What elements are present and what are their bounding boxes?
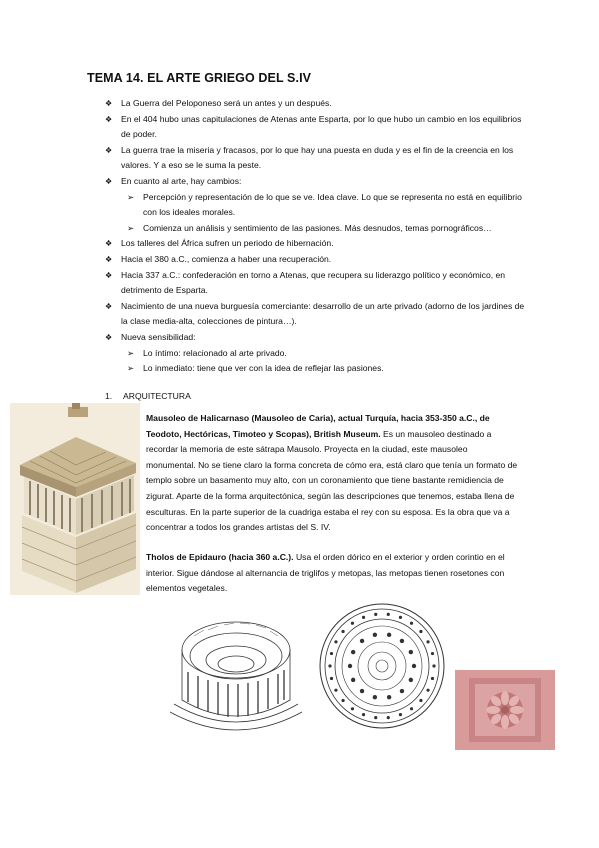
bullet-text: Nacimiento de una nueva burguesía comerciante: desarrollo de un arte privado (adorno de los jardines de la clase media-alta, colecciones de pintura…). [121, 300, 525, 327]
column-dot [410, 622, 413, 625]
column-dot [426, 689, 429, 692]
sub-bullet-text: Lo íntimo: relacionado al arte privado. [143, 347, 287, 358]
diamond-bullet-icon: ❖ [105, 176, 113, 186]
column-dot [373, 633, 377, 637]
column-dot [373, 695, 377, 699]
rosette-relief-photo [455, 670, 555, 750]
bullet-text: Nueva sensibilidad: [121, 331, 196, 342]
column-dot [351, 622, 354, 625]
mausoleo-heading: Mausoleo de Halicarnaso (Mausoleo de Caria), actual Turquía, hacia 353-350 a.C., de Teodoto, Hectóricas, Timoteo y Scopas), British Museum. [146, 413, 490, 439]
column-dot [399, 616, 402, 619]
sub-bullet-text: Percepción y representación de lo que se ve. Idea clave. Lo que se representa no está en equilibrio con los ideales morales. [143, 191, 522, 218]
bullet-text: Hacia 337 a.C.: confederación en torno a Atenas, que recupera su liderazgo político y económico, en detrimento de Esparta. [121, 269, 506, 296]
column-dot [431, 677, 434, 680]
arrow-bullet-icon: ➢ [127, 222, 135, 233]
column-dot [334, 640, 337, 643]
column-dot [374, 716, 377, 719]
arrow-bullet-icon: ➢ [127, 191, 135, 202]
tholos-cutaway-drawing [164, 600, 304, 740]
diamond-bullet-icon: ❖ [105, 145, 113, 155]
column-dot [351, 650, 355, 654]
diamond-bullet-icon: ❖ [105, 239, 113, 249]
sub-bullet-item [105, 346, 525, 362]
bullet-item [105, 299, 525, 330]
bullet-item [105, 96, 525, 112]
tholos-plan-drawing [316, 600, 448, 732]
sub-bullet-item [105, 361, 525, 377]
page-title: TEMA 14. EL ARTE GRIEGO DEL S.IV [87, 71, 312, 85]
diamond-bullet-icon: ❖ [105, 332, 113, 342]
section-number: 1. [105, 391, 113, 401]
bullet-item [105, 252, 525, 268]
column-dot [432, 664, 435, 667]
bullet-item [105, 174, 525, 190]
column-dot [431, 652, 434, 655]
bullet-item [105, 112, 525, 143]
diamond-bullet-icon: ❖ [105, 254, 113, 264]
column-dot [410, 707, 413, 710]
mausoleo-paragraph [146, 411, 518, 536]
bullet-text: En el 404 hubo unas capitulaciones de Atenas ante Esparta, por lo que hubo un cambio en los equilibrios de poder. [121, 113, 522, 140]
column-dot [419, 630, 422, 633]
bullet-text: La Guerra del Peloponeso será un antes y un después. [121, 98, 332, 108]
tholos-heading: Tholos de Epidauro (hacia 360 a.C.). [146, 552, 294, 562]
bullet-text: En cuanto al arte, hay cambios: [121, 175, 242, 186]
column-dot [351, 707, 354, 710]
column-dot [419, 699, 422, 702]
column-dot [409, 678, 413, 682]
column-dot [400, 639, 404, 643]
bullet-text: Los talleres del África sufren un periodo de hibernación. [121, 238, 334, 249]
column-dot [362, 616, 365, 619]
column-dot [341, 630, 344, 633]
sub-bullet-item [105, 190, 525, 221]
column-dot [348, 664, 352, 668]
column-dot [426, 640, 429, 643]
column-dot [409, 650, 413, 654]
sub-bullet-text: Comienza un análisis y sentimiento de las pasiones. Más desnudos, temas pornográficos… [143, 222, 492, 233]
column-dot [387, 695, 391, 699]
column-dot [362, 713, 365, 716]
column-dot [387, 633, 391, 637]
diamond-bullet-icon: ❖ [105, 114, 113, 124]
tholos-paragraph [146, 550, 518, 597]
mausoleo-body: Es un mausoleo destinado a recordar la memoria de este sátrapa Mausolo. Proyecta en la ciudad, este mausoleo monumental. No se tiene claro la forma concreta de cómo era, está claro que tenía un formato de templo sobre un basamento muy alto, con un coronamiento que tiene bastante remidiencia de zigurat. Aparte de la forma arquitectónica, según las descripciones que tenemos, estaba llena de esculturas. En la parte superior de la cuadriga estaba el rey con su esposa. Es la obra que va a concentrar a todos los grandes artistas del S. IV. [146, 428, 518, 533]
column-dot [330, 677, 333, 680]
column-dot [399, 713, 402, 716]
mausoleum-illustration [10, 403, 140, 595]
arrow-bullet-icon: ➢ [127, 347, 135, 358]
sub-bullet-item [105, 221, 525, 237]
diamond-bullet-icon: ❖ [105, 301, 113, 311]
column-dot [351, 678, 355, 682]
bullet-list [105, 96, 525, 377]
bullet-item [105, 268, 525, 299]
column-dot [400, 689, 404, 693]
column-dot [360, 639, 364, 643]
section-label: ARQUITECTURA [123, 391, 191, 401]
sub-bullet-text: Lo inmediato: tiene que ver con la idea de reflejar las pasiones. [143, 363, 384, 374]
column-dot [387, 613, 390, 616]
diamond-bullet-icon: ❖ [105, 270, 113, 280]
column-dot [334, 689, 337, 692]
bullet-text: La guerra trae la miseria y fracasos, por lo que hay una puesta en duda y es el fin de la creencia en los valores. Y a eso se le suma la peste. [121, 144, 514, 171]
tholos-body: Usa el orden dórico en el exterior y orden corintio en el interior. Sigue dándose al alternancia de triglifos y metopas, las metopas tienen rosetones con elementos vegetales. [146, 552, 505, 594]
column-dot [387, 716, 390, 719]
bullet-item [105, 330, 525, 346]
column-dot [360, 689, 364, 693]
bullet-item [105, 236, 525, 252]
bullet-item [105, 143, 525, 174]
column-dot [328, 664, 331, 667]
column-dot [330, 652, 333, 655]
bullet-text: Hacia el 380 a.C., comienza a haber una recuperación. [121, 253, 332, 264]
column-dot [341, 699, 344, 702]
column-dot [412, 664, 416, 668]
column-dot [374, 613, 377, 616]
arrow-bullet-icon: ➢ [127, 363, 135, 374]
diamond-bullet-icon: ❖ [105, 99, 113, 108]
